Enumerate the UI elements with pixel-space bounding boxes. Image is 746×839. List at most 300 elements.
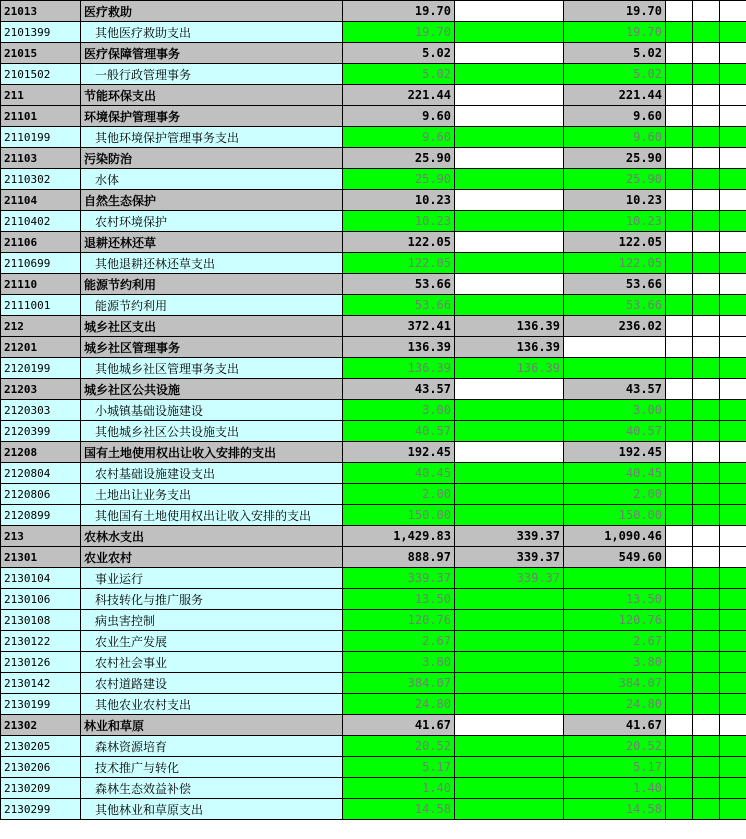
total-cell[interactable]: 13.50 [343, 589, 455, 610]
empty-cell[interactable] [666, 232, 693, 253]
empty-cell[interactable] [720, 274, 746, 295]
name-cell[interactable]: 城乡社区支出 [81, 316, 343, 337]
empty-cell[interactable] [693, 757, 720, 778]
project-cell[interactable]: 24.80 [564, 694, 666, 715]
empty-cell[interactable] [666, 190, 693, 211]
empty-cell[interactable] [720, 358, 746, 379]
basic-cell[interactable] [455, 190, 564, 211]
empty-cell[interactable] [720, 337, 746, 358]
empty-cell[interactable] [693, 148, 720, 169]
total-cell[interactable]: 5.17 [343, 757, 455, 778]
empty-cell[interactable] [666, 22, 693, 43]
empty-cell[interactable] [720, 673, 746, 694]
name-cell[interactable]: 科技转化与推广服务 [81, 589, 343, 610]
basic-cell[interactable] [455, 652, 564, 673]
empty-cell[interactable] [720, 127, 746, 148]
empty-cell[interactable] [666, 442, 693, 463]
name-cell[interactable]: 森林生态效益补偿 [81, 778, 343, 799]
empty-cell[interactable] [693, 232, 720, 253]
empty-cell[interactable] [720, 106, 746, 127]
empty-cell[interactable] [720, 400, 746, 421]
name-cell[interactable]: 污染防治 [81, 148, 343, 169]
code-cell[interactable]: 21104 [1, 190, 81, 211]
empty-cell[interactable] [666, 505, 693, 526]
project-cell[interactable]: 1.40 [564, 778, 666, 799]
project-cell[interactable]: 19.70 [564, 22, 666, 43]
empty-cell[interactable] [693, 778, 720, 799]
total-cell[interactable]: 150.00 [343, 505, 455, 526]
empty-cell[interactable] [720, 148, 746, 169]
project-cell[interactable]: 25.90 [564, 169, 666, 190]
basic-cell[interactable] [455, 127, 564, 148]
empty-cell[interactable] [720, 610, 746, 631]
project-cell[interactable] [564, 337, 666, 358]
empty-cell[interactable] [720, 631, 746, 652]
code-cell[interactable]: 21302 [1, 715, 81, 736]
empty-cell[interactable] [666, 85, 693, 106]
project-cell[interactable]: 1,090.46 [564, 526, 666, 547]
empty-cell[interactable] [666, 253, 693, 274]
empty-cell[interactable] [666, 274, 693, 295]
basic-cell[interactable] [455, 274, 564, 295]
code-cell[interactable]: 2130122 [1, 631, 81, 652]
project-cell[interactable]: 14.58 [564, 799, 666, 820]
empty-cell[interactable] [720, 64, 746, 85]
empty-cell[interactable] [693, 799, 720, 820]
project-cell[interactable]: 122.05 [564, 253, 666, 274]
name-cell[interactable]: 森林资源培育 [81, 736, 343, 757]
basic-cell[interactable] [455, 64, 564, 85]
code-cell[interactable]: 213 [1, 526, 81, 547]
code-cell[interactable]: 2130206 [1, 757, 81, 778]
empty-cell[interactable] [720, 1, 746, 22]
name-cell[interactable]: 事业运行 [81, 568, 343, 589]
name-cell[interactable]: 农村社会事业 [81, 652, 343, 673]
empty-cell[interactable] [666, 127, 693, 148]
name-cell[interactable]: 能源节约利用 [81, 274, 343, 295]
name-cell[interactable]: 农林水支出 [81, 526, 343, 547]
empty-cell[interactable] [720, 463, 746, 484]
code-cell[interactable]: 2110199 [1, 127, 81, 148]
empty-cell[interactable] [720, 253, 746, 274]
empty-cell[interactable] [693, 463, 720, 484]
total-cell[interactable]: 384.07 [343, 673, 455, 694]
project-cell[interactable]: 120.76 [564, 610, 666, 631]
empty-cell[interactable] [666, 64, 693, 85]
basic-cell[interactable]: 136.39 [455, 316, 564, 337]
total-cell[interactable]: 53.66 [343, 274, 455, 295]
empty-cell[interactable] [693, 316, 720, 337]
total-cell[interactable]: 221.44 [343, 85, 455, 106]
basic-cell[interactable] [455, 22, 564, 43]
empty-cell[interactable] [693, 589, 720, 610]
name-cell[interactable]: 其他城乡社区管理事务支出 [81, 358, 343, 379]
empty-cell[interactable] [666, 358, 693, 379]
total-cell[interactable]: 3.80 [343, 652, 455, 673]
empty-cell[interactable] [720, 778, 746, 799]
empty-cell[interactable] [693, 190, 720, 211]
empty-cell[interactable] [666, 526, 693, 547]
empty-cell[interactable] [720, 736, 746, 757]
name-cell[interactable]: 其他环境保护管理事务支出 [81, 127, 343, 148]
empty-cell[interactable] [720, 85, 746, 106]
empty-cell[interactable] [666, 610, 693, 631]
empty-cell[interactable] [666, 673, 693, 694]
basic-cell[interactable] [455, 778, 564, 799]
empty-cell[interactable] [693, 43, 720, 64]
empty-cell[interactable] [666, 757, 693, 778]
empty-cell[interactable] [666, 169, 693, 190]
total-cell[interactable]: 40.57 [343, 421, 455, 442]
code-cell[interactable]: 21203 [1, 379, 81, 400]
empty-cell[interactable] [666, 547, 693, 568]
empty-cell[interactable] [720, 169, 746, 190]
code-cell[interactable]: 2130108 [1, 610, 81, 631]
total-cell[interactable]: 9.60 [343, 106, 455, 127]
project-cell[interactable]: 53.66 [564, 274, 666, 295]
empty-cell[interactable] [720, 22, 746, 43]
empty-cell[interactable] [693, 85, 720, 106]
empty-cell[interactable] [693, 673, 720, 694]
project-cell[interactable]: 19.70 [564, 1, 666, 22]
basic-cell[interactable] [455, 673, 564, 694]
empty-cell[interactable] [666, 715, 693, 736]
project-cell[interactable]: 3.80 [564, 652, 666, 673]
code-cell[interactable]: 2120303 [1, 400, 81, 421]
total-cell[interactable]: 5.02 [343, 64, 455, 85]
total-cell[interactable]: 25.90 [343, 148, 455, 169]
total-cell[interactable]: 888.97 [343, 547, 455, 568]
total-cell[interactable]: 372.41 [343, 316, 455, 337]
basic-cell[interactable]: 136.39 [455, 337, 564, 358]
project-cell[interactable] [564, 568, 666, 589]
total-cell[interactable]: 3.00 [343, 400, 455, 421]
code-cell[interactable]: 21208 [1, 442, 81, 463]
empty-cell[interactable] [666, 295, 693, 316]
empty-cell[interactable] [666, 1, 693, 22]
name-cell[interactable]: 城乡社区管理事务 [81, 337, 343, 358]
empty-cell[interactable] [720, 715, 746, 736]
empty-cell[interactable] [666, 736, 693, 757]
basic-cell[interactable] [455, 211, 564, 232]
basic-cell[interactable] [455, 715, 564, 736]
project-cell[interactable]: 5.17 [564, 757, 666, 778]
empty-cell[interactable] [666, 652, 693, 673]
basic-cell[interactable] [455, 379, 564, 400]
empty-cell[interactable] [693, 253, 720, 274]
empty-cell[interactable] [693, 631, 720, 652]
empty-cell[interactable] [693, 694, 720, 715]
project-cell[interactable]: 150.00 [564, 505, 666, 526]
total-cell[interactable]: 14.58 [343, 799, 455, 820]
basic-cell[interactable] [455, 106, 564, 127]
name-cell[interactable]: 国有土地使用权出让收入安排的支出 [81, 442, 343, 463]
total-cell[interactable]: 19.70 [343, 22, 455, 43]
total-cell[interactable]: 192.45 [343, 442, 455, 463]
code-cell[interactable]: 21110 [1, 274, 81, 295]
empty-cell[interactable] [666, 106, 693, 127]
basic-cell[interactable] [455, 505, 564, 526]
code-cell[interactable]: 21301 [1, 547, 81, 568]
empty-cell[interactable] [693, 421, 720, 442]
code-cell[interactable]: 21013 [1, 1, 81, 22]
total-cell[interactable]: 339.37 [343, 568, 455, 589]
empty-cell[interactable] [693, 484, 720, 505]
total-cell[interactable]: 20.52 [343, 736, 455, 757]
basic-cell[interactable] [455, 253, 564, 274]
code-cell[interactable]: 21201 [1, 337, 81, 358]
total-cell[interactable]: 120.76 [343, 610, 455, 631]
project-cell[interactable]: 9.60 [564, 127, 666, 148]
code-cell[interactable]: 2110402 [1, 211, 81, 232]
basic-cell[interactable] [455, 442, 564, 463]
name-cell[interactable]: 一般行政管理事务 [81, 64, 343, 85]
basic-cell[interactable] [455, 757, 564, 778]
code-cell[interactable]: 2120804 [1, 463, 81, 484]
basic-cell[interactable]: 339.37 [455, 568, 564, 589]
code-cell[interactable]: 2130106 [1, 589, 81, 610]
project-cell[interactable]: 13.50 [564, 589, 666, 610]
empty-cell[interactable] [666, 211, 693, 232]
total-cell[interactable]: 24.80 [343, 694, 455, 715]
total-cell[interactable]: 136.39 [343, 337, 455, 358]
code-cell[interactable]: 2130104 [1, 568, 81, 589]
name-cell[interactable]: 其他林业和草原支出 [81, 799, 343, 820]
total-cell[interactable]: 1,429.83 [343, 526, 455, 547]
name-cell[interactable]: 农村环境保护 [81, 211, 343, 232]
basic-cell[interactable] [455, 43, 564, 64]
name-cell[interactable]: 医疗救助 [81, 1, 343, 22]
empty-cell[interactable] [693, 295, 720, 316]
empty-cell[interactable] [720, 505, 746, 526]
empty-cell[interactable] [693, 736, 720, 757]
project-cell[interactable] [564, 358, 666, 379]
project-cell[interactable]: 10.23 [564, 190, 666, 211]
basic-cell[interactable] [455, 736, 564, 757]
empty-cell[interactable] [666, 799, 693, 820]
empty-cell[interactable] [693, 22, 720, 43]
empty-cell[interactable] [693, 505, 720, 526]
empty-cell[interactable] [720, 43, 746, 64]
name-cell[interactable]: 林业和草原 [81, 715, 343, 736]
project-cell[interactable]: 221.44 [564, 85, 666, 106]
project-cell[interactable]: 122.05 [564, 232, 666, 253]
empty-cell[interactable] [720, 316, 746, 337]
basic-cell[interactable]: 339.37 [455, 547, 564, 568]
name-cell[interactable]: 环境保护管理事务 [81, 106, 343, 127]
empty-cell[interactable] [720, 568, 746, 589]
project-cell[interactable]: 3.00 [564, 400, 666, 421]
code-cell[interactable]: 2130142 [1, 673, 81, 694]
name-cell[interactable]: 农业农村 [81, 547, 343, 568]
empty-cell[interactable] [666, 568, 693, 589]
code-cell[interactable]: 2130209 [1, 778, 81, 799]
name-cell[interactable]: 城乡社区公共设施 [81, 379, 343, 400]
name-cell[interactable]: 医疗保障管理事务 [81, 43, 343, 64]
empty-cell[interactable] [693, 526, 720, 547]
empty-cell[interactable] [693, 169, 720, 190]
empty-cell[interactable] [693, 442, 720, 463]
empty-cell[interactable] [720, 757, 746, 778]
empty-cell[interactable] [666, 43, 693, 64]
empty-cell[interactable] [693, 610, 720, 631]
empty-cell[interactable] [720, 652, 746, 673]
project-cell[interactable]: 384.07 [564, 673, 666, 694]
name-cell[interactable]: 能源节约利用 [81, 295, 343, 316]
code-cell[interactable]: 21106 [1, 232, 81, 253]
empty-cell[interactable] [666, 400, 693, 421]
basic-cell[interactable] [455, 463, 564, 484]
code-cell[interactable]: 2101399 [1, 22, 81, 43]
project-cell[interactable]: 9.60 [564, 106, 666, 127]
empty-cell[interactable] [720, 295, 746, 316]
code-cell[interactable]: 21103 [1, 148, 81, 169]
basic-cell[interactable] [455, 799, 564, 820]
empty-cell[interactable] [693, 64, 720, 85]
project-cell[interactable]: 5.02 [564, 64, 666, 85]
project-cell[interactable]: 43.57 [564, 379, 666, 400]
total-cell[interactable]: 53.66 [343, 295, 455, 316]
basic-cell[interactable] [455, 148, 564, 169]
name-cell[interactable]: 小城镇基础设施建设 [81, 400, 343, 421]
empty-cell[interactable] [666, 631, 693, 652]
name-cell[interactable]: 农业生产发展 [81, 631, 343, 652]
name-cell[interactable]: 其他城乡社区公共设施支出 [81, 421, 343, 442]
empty-cell[interactable] [693, 127, 720, 148]
code-cell[interactable]: 2101502 [1, 64, 81, 85]
empty-cell[interactable] [693, 106, 720, 127]
total-cell[interactable]: 10.23 [343, 190, 455, 211]
empty-cell[interactable] [720, 484, 746, 505]
empty-cell[interactable] [666, 589, 693, 610]
total-cell[interactable]: 41.67 [343, 715, 455, 736]
name-cell[interactable]: 自然生态保护 [81, 190, 343, 211]
code-cell[interactable]: 211 [1, 85, 81, 106]
basic-cell[interactable] [455, 610, 564, 631]
code-cell[interactable]: 2130205 [1, 736, 81, 757]
project-cell[interactable]: 236.02 [564, 316, 666, 337]
total-cell[interactable]: 5.02 [343, 43, 455, 64]
empty-cell[interactable] [693, 274, 720, 295]
code-cell[interactable]: 2130199 [1, 694, 81, 715]
name-cell[interactable]: 其他国有土地使用权出让收入安排的支出 [81, 505, 343, 526]
name-cell[interactable]: 节能环保支出 [81, 85, 343, 106]
name-cell[interactable]: 退耕还林还草 [81, 232, 343, 253]
project-cell[interactable]: 20.52 [564, 736, 666, 757]
project-cell[interactable]: 41.67 [564, 715, 666, 736]
empty-cell[interactable] [666, 379, 693, 400]
name-cell[interactable]: 其他退耕还林还草支出 [81, 253, 343, 274]
total-cell[interactable]: 122.05 [343, 232, 455, 253]
empty-cell[interactable] [693, 547, 720, 568]
total-cell[interactable]: 122.05 [343, 253, 455, 274]
project-cell[interactable]: 53.66 [564, 295, 666, 316]
total-cell[interactable]: 43.57 [343, 379, 455, 400]
basic-cell[interactable] [455, 484, 564, 505]
empty-cell[interactable] [720, 547, 746, 568]
empty-cell[interactable] [720, 589, 746, 610]
empty-cell[interactable] [720, 442, 746, 463]
basic-cell[interactable] [455, 631, 564, 652]
basic-cell[interactable] [455, 85, 564, 106]
basic-cell[interactable] [455, 421, 564, 442]
code-cell[interactable]: 2120806 [1, 484, 81, 505]
code-cell[interactable]: 2120899 [1, 505, 81, 526]
project-cell[interactable]: 5.02 [564, 43, 666, 64]
basic-cell[interactable] [455, 232, 564, 253]
empty-cell[interactable] [720, 211, 746, 232]
empty-cell[interactable] [693, 337, 720, 358]
project-cell[interactable]: 549.60 [564, 547, 666, 568]
empty-cell[interactable] [666, 337, 693, 358]
project-cell[interactable]: 2.67 [564, 631, 666, 652]
basic-cell[interactable] [455, 589, 564, 610]
empty-cell[interactable] [693, 1, 720, 22]
total-cell[interactable]: 1.40 [343, 778, 455, 799]
total-cell[interactable]: 2.67 [343, 631, 455, 652]
code-cell[interactable]: 2120199 [1, 358, 81, 379]
empty-cell[interactable] [693, 652, 720, 673]
project-cell[interactable]: 10.23 [564, 211, 666, 232]
empty-cell[interactable] [666, 421, 693, 442]
code-cell[interactable]: 2110302 [1, 169, 81, 190]
basic-cell[interactable] [455, 1, 564, 22]
empty-cell[interactable] [693, 568, 720, 589]
name-cell[interactable]: 病虫害控制 [81, 610, 343, 631]
empty-cell[interactable] [720, 232, 746, 253]
name-cell[interactable]: 农村基础设施建设支出 [81, 463, 343, 484]
empty-cell[interactable] [666, 463, 693, 484]
code-cell[interactable]: 2130299 [1, 799, 81, 820]
total-cell[interactable]: 9.60 [343, 127, 455, 148]
name-cell[interactable]: 技术推广与转化 [81, 757, 343, 778]
total-cell[interactable]: 40.45 [343, 463, 455, 484]
name-cell[interactable]: 其他医疗救助支出 [81, 22, 343, 43]
basic-cell[interactable]: 339.37 [455, 526, 564, 547]
empty-cell[interactable] [666, 316, 693, 337]
code-cell[interactable]: 2111001 [1, 295, 81, 316]
total-cell[interactable]: 19.70 [343, 1, 455, 22]
total-cell[interactable]: 10.23 [343, 211, 455, 232]
empty-cell[interactable] [666, 694, 693, 715]
name-cell[interactable]: 农村道路建设 [81, 673, 343, 694]
name-cell[interactable]: 土地出让业务支出 [81, 484, 343, 505]
basic-cell[interactable]: 136.39 [455, 358, 564, 379]
basic-cell[interactable] [455, 169, 564, 190]
empty-cell[interactable] [666, 778, 693, 799]
code-cell[interactable]: 212 [1, 316, 81, 337]
total-cell[interactable]: 2.00 [343, 484, 455, 505]
empty-cell[interactable] [720, 190, 746, 211]
name-cell[interactable]: 水体 [81, 169, 343, 190]
project-cell[interactable]: 40.57 [564, 421, 666, 442]
project-cell[interactable]: 192.45 [564, 442, 666, 463]
empty-cell[interactable] [666, 148, 693, 169]
empty-cell[interactable] [720, 799, 746, 820]
project-cell[interactable]: 40.45 [564, 463, 666, 484]
empty-cell[interactable] [720, 526, 746, 547]
project-cell[interactable]: 2.00 [564, 484, 666, 505]
empty-cell[interactable] [693, 211, 720, 232]
total-cell[interactable]: 136.39 [343, 358, 455, 379]
empty-cell[interactable] [720, 379, 746, 400]
name-cell[interactable]: 其他农业农村支出 [81, 694, 343, 715]
empty-cell[interactable] [693, 400, 720, 421]
code-cell[interactable]: 21015 [1, 43, 81, 64]
code-cell[interactable]: 21101 [1, 106, 81, 127]
total-cell[interactable]: 25.90 [343, 169, 455, 190]
basic-cell[interactable] [455, 400, 564, 421]
